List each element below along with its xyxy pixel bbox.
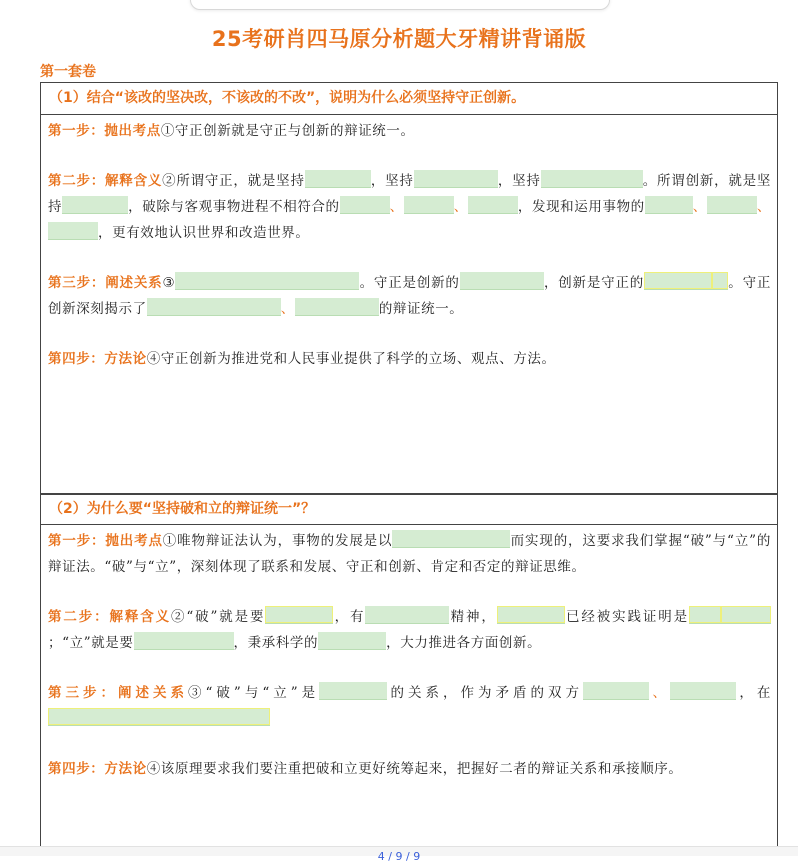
text: ，更有效地认识世界和改造世界。	[98, 225, 310, 241]
separator: 、	[280, 301, 295, 317]
q2-step-4	[48, 756, 771, 782]
text: ，坚持	[497, 173, 541, 189]
text: 已经被实践证明是	[564, 609, 689, 625]
separator: 、	[649, 685, 670, 701]
document-title: 25考研肖四马原分析题大牙精讲背诵版	[211, 27, 587, 51]
top-tab-edge	[190, 0, 610, 10]
answer-blank[interactable]	[175, 272, 359, 290]
text: 的关系，作为矛盾的双方	[387, 685, 584, 701]
separator: 、	[389, 199, 404, 215]
question-1-box	[40, 82, 778, 494]
answer-blank[interactable]	[721, 606, 771, 624]
text: ②“破”就是要	[170, 609, 266, 625]
q1-step-4	[48, 346, 771, 372]
text: ，大力推进各方面创新。	[386, 635, 542, 651]
q2-step-4-label: 第四步：方法论	[48, 761, 147, 777]
q1-step-3	[48, 270, 771, 322]
answer-blank[interactable]	[365, 606, 449, 624]
answer-blank[interactable]	[645, 196, 693, 214]
text: 精神，	[449, 609, 497, 625]
q1-step-1-label: 第一步：抛出考点	[48, 123, 161, 139]
answer-blank[interactable]	[318, 632, 386, 650]
answer-blank[interactable]	[707, 196, 757, 214]
answer-blank[interactable]	[414, 170, 498, 188]
answer-blank[interactable]	[404, 196, 454, 214]
answer-blank[interactable]	[134, 632, 234, 650]
text: ；“立”就是要	[48, 635, 134, 651]
text: 而实现的，这要求我们掌握“破”与“立”的辩证法。“破”与“立”，深刻体现了联系和发展、守正和创新、肯定和否定的辩证思维。	[48, 533, 771, 575]
answer-blank[interactable]	[670, 682, 736, 700]
text: 。守正是创新的	[359, 275, 460, 291]
text: ，秉承科学的	[233, 635, 319, 651]
q1-step-2	[48, 168, 771, 246]
answer-blank[interactable]	[48, 222, 98, 240]
question-1-body	[41, 115, 777, 372]
answer-blank[interactable]	[712, 272, 728, 290]
answer-blank[interactable]	[265, 606, 333, 624]
text: ，在	[735, 685, 771, 701]
answer-blank[interactable]	[541, 170, 643, 188]
answer-blank[interactable]	[689, 606, 721, 624]
text: 。所谓创新，就是坚持	[48, 173, 771, 215]
q1-step-1	[48, 118, 771, 144]
answer-blank[interactable]	[62, 196, 128, 214]
answer-blank[interactable]	[48, 708, 270, 726]
answer-blank[interactable]	[460, 272, 544, 290]
question-2-box	[40, 494, 778, 846]
text: 。守正创新深刻揭示了	[48, 275, 772, 317]
text: ③	[162, 275, 176, 291]
answer-blank[interactable]	[319, 682, 387, 700]
text: ，创新是守正的	[543, 275, 645, 291]
text: ，有	[333, 609, 366, 625]
answer-blank[interactable]	[392, 530, 510, 548]
text: ，坚持	[370, 173, 414, 189]
q1-step-3-label: 第三步：阐述关系	[48, 275, 163, 291]
q2-step-4-text: ④该原理要求我们要注重把破和立更好统筹起来，把握好二者的辩证关系和承接顺序。	[146, 761, 683, 777]
text: ②所谓守正，就是坚持	[162, 173, 305, 189]
q1-step-1-text: ①守正创新就是守正与创新的辩证统一。	[160, 123, 415, 139]
answer-blank[interactable]	[295, 298, 379, 316]
question-2-body	[41, 525, 777, 782]
separator: 、	[756, 199, 771, 215]
q1-step-4-text: ④守正创新为推进党和人民事业提供了科学的立场、观点、方法。	[146, 351, 556, 367]
separator: 、	[453, 199, 468, 215]
question-1-header: （1）结合“该改的坚决改，不该改的不改”，说明为什么必须坚持守正创新。	[41, 83, 777, 115]
answer-blank[interactable]	[305, 170, 371, 188]
answer-blank[interactable]	[340, 196, 390, 214]
text: ，发现和运用事物的	[517, 199, 645, 215]
question-2-header: （2）为什么要“坚持破和立的辩证统一”？	[41, 495, 777, 525]
answer-blank[interactable]	[147, 298, 281, 316]
q2-step-1-label: 第一步：抛出考点	[48, 533, 163, 549]
page-indicator-text: 4 / 9 / 9	[377, 850, 421, 863]
answer-blank[interactable]	[468, 196, 518, 214]
text: ，破除与客观事物进程不相符合的	[128, 199, 340, 215]
text: 的辩证统一。	[378, 301, 464, 317]
q2-step-3-label: 第三步：阐述关系	[48, 685, 189, 701]
q1-step-2-label: 第二步：解释含义	[48, 173, 163, 189]
q2-step-2	[48, 604, 771, 656]
q2-step-3	[48, 680, 771, 732]
q2-step-2-label: 第二步：解释含义	[48, 609, 171, 625]
answer-blank[interactable]	[644, 272, 712, 290]
set-label: 第一套卷	[40, 64, 96, 80]
answer-blank[interactable]	[497, 606, 565, 624]
text: ③“破”与“立”是	[188, 685, 320, 701]
separator: 、	[692, 199, 707, 215]
q2-step-1	[48, 528, 771, 580]
q1-step-4-label: 第四步：方法论	[48, 351, 147, 367]
answer-blank[interactable]	[583, 682, 649, 700]
text: ①唯物辩证法认为，事物的发展是以	[162, 533, 393, 549]
